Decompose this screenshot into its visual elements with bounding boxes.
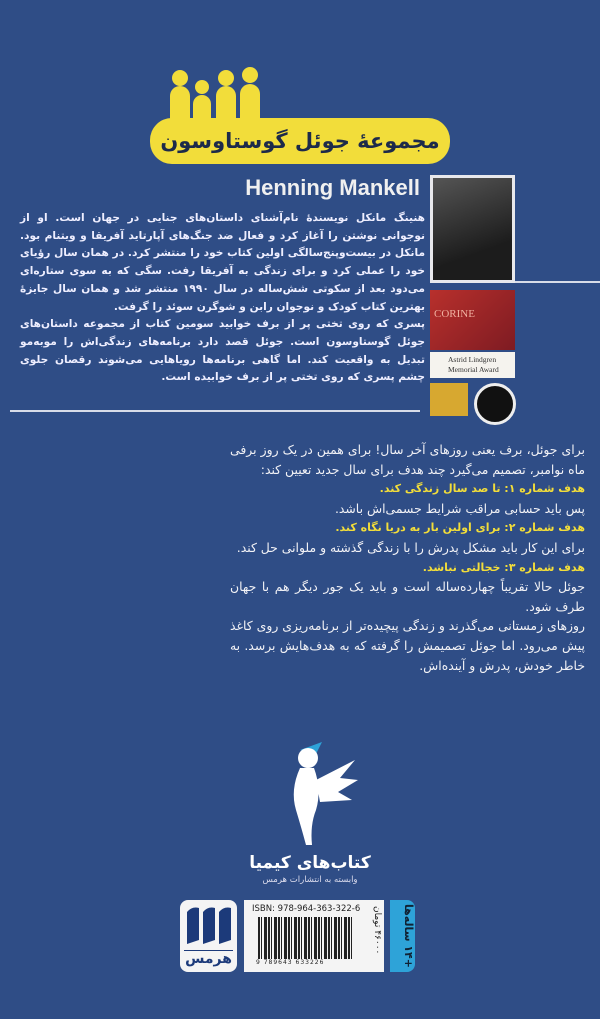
award-badge-icon [430,383,468,416]
hermes-logo [180,900,237,972]
goal-2: هدف شماره ۲: برای اولین بار به دریا نگاه کند. [335,521,585,535]
series-figure-head [172,70,188,86]
blurb-intro: برای جوئل، برف یعنی روزهای آخر سال! برای همین در یک روز برفی ماه نوامبر، تصمیم می‌گیرد چند هدف برای سال جدید تعیین کند: [230,442,585,477]
award-seal-icon [474,383,516,425]
publisher-subtitle: وابسته به انتشارات هرمس [262,875,358,885]
isbn: ISBN: 978-964-363-322-6 [252,904,361,914]
goal-3-text: جوئل حالا تقریباً چهارده‌ساله است و باید یک جور دیگر هم با جهان طرف شود. [230,579,585,614]
series-title: مجموعهٔ جوئل گوستاوسون [150,118,450,164]
price: ۴۶۰۰۰ تومان [372,906,382,955]
goal-2-text: برای این کار باید مشکل پدرش را با زندگی گذشته و ملوانی حل کند. [236,539,585,555]
series-figure-head [218,70,234,86]
blurb-outro: روزهای زمستانی می‌گذرند و زندگی پیچیده‌تر از برنامه‌ریزی روی کاغذ پیش می‌رود. اما جوئل تصمیمش را گرفته که به هدف‌هایش برسد. به خاطر خودش، پدرش و آینده‌اش. [230,618,585,673]
goal-1-text: پس باید حسابی مراقب شرایط جسمی‌اش باشد. [334,500,585,516]
corine-award-logo: CORINE [430,290,515,350]
hermes-books-icon [184,904,234,946]
barcode-box [244,900,384,972]
barcode-digits: 9 789643 633226 [256,959,325,966]
divider [10,410,420,412]
bio-paragraph: هنینگ مانکل نویسندهٔ نام‌آشنای داستان‌های جنایی در جهان است. او از نوجوانی نوشتن را آغاز کرد و فعال ضد جنگ‌های آپارتاید آفریقا و ویتنام بود. مانکل در بیست‌وپنج‌سالگی اولین کتاب خود را منتشر کرد. در همان سال رؤیای خود را عملی کرد و برای زندگی به آفریقا رفت. سگی که به سوی ستاره‌ای می‌دود بعد از سکوتی شش‌ساله در سال ۱۹۹۰ منتشر شد و همان سال جایزهٔ بهترین کتاب کودک و نوجوان رابن و شوگرن سوئد را گرفت. [20,212,425,313]
series-figure-head [242,67,258,83]
publisher [210,852,410,886]
blurb [230,440,585,675]
author-bio [20,210,425,387]
astrid-lindgren-award-logo: Astrid Lindgren Memorial Award [430,352,515,378]
series-figure [216,86,236,122]
series-figure [170,86,190,122]
hermes-logo-text: هرمس [185,951,232,967]
author-name: Henning Mankell [245,175,420,200]
bio-paragraph: پسری که روی تختی پر از برف خوابید سومین کتاب از مجموعه داستان‌های جوئل گوستاوسون است. جوئل قصد دارد برنامه‌های زندگی‌اش را موبه‌مو تبدیل به واقعیت کند. اما گاهی برنامه‌ها رویاهایی می‌شوند رقصان جلوی چشم پسری که روی تختی پر از برف خوابیده است. [20,318,425,384]
barcode [258,917,353,959]
author-photo [430,175,515,283]
series-figure-head [195,80,209,94]
age-rating: +۱۴ ساله‌ها [390,900,415,972]
series-figure [240,84,260,122]
goal-3: هدف شماره ۳: خجالتی نباشد. [422,560,585,574]
publisher-name: کتاب‌های کیمیا [249,853,371,873]
divider [515,281,600,283]
goal-1: هدف شماره ۱: تا صد سال زندگی کند. [379,482,585,496]
angel-logo-icon [260,730,360,850]
